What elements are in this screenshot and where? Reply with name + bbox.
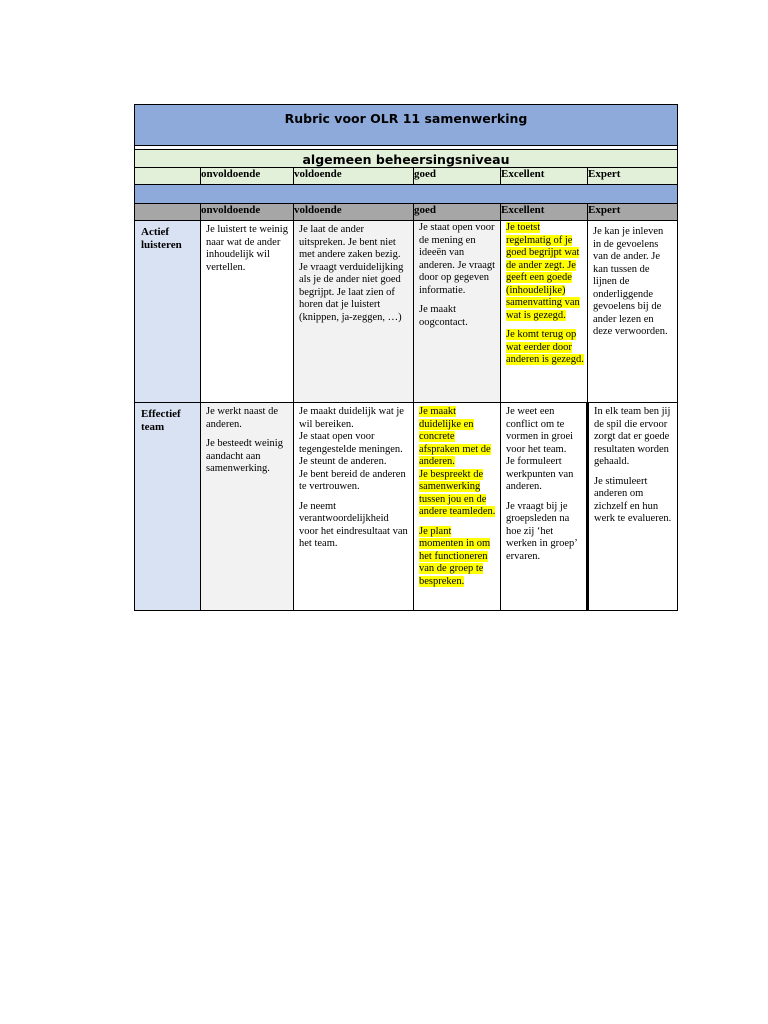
header-expert: Expert <box>588 168 678 185</box>
header-onvoldoende: onvoldoende <box>201 168 294 185</box>
cell-voldoende: Je maakt duidelijk wat je wil bereiken. Je staat open voor tegengestelde meningen. Je steunt de anderen. Je bent bereid de anderen te vertrouwen. Je neemt verantwoordelijkheid voor het eindresultaat van het team. <box>294 403 414 611</box>
rubric-row-actief-luisteren <box>135 221 678 403</box>
cell-excellent: Je toetst regelmatig of je goed begrijpt wat de ander zegt. Je geeft een goede (inhoudelijke) samenvatting van wat is gezegd. Je komt terug op wat eerder door anderen is gezegd. <box>501 221 588 403</box>
cell-goed: Je staat open voor de mening en ideeën van anderen. Je vraagt door op gegeven informatie. Je maakt oogcontact. <box>414 221 501 403</box>
cell-expert: In elk team ben jij de spil die ervoor zorgt dat er goede resultaten worden gehaald. Je stimuleert anderen om zichzelf en hun werk te evalueren. <box>588 403 678 611</box>
rubric-table <box>134 104 678 611</box>
level-title: algemeen beheersingsniveau <box>135 150 678 168</box>
header-grey-goed: goed <box>414 204 501 221</box>
cell-onvoldoende: Je werkt naast de anderen. Je besteedt weinig aandacht aan samenwerking. <box>201 403 294 611</box>
row-label: Effectief team <box>135 403 201 611</box>
rubric-row-effectief-team <box>135 403 678 611</box>
cell-voldoende: Je laat de ander uitspreken. Je bent niet met andere zaken bezig. Je vraagt verduidelijking als je de ander niet goed begrijpt. Je laat zien of horen dat je luistert (knippen, ja-zeggen, …) <box>294 221 414 403</box>
header-voldoende: voldoende <box>294 168 414 185</box>
header-grey-onvoldoende: onvoldoende <box>201 204 294 221</box>
cell-excellent: Je weet een conflict om te vormen in groei voor het team. Je formuleert werkpunten van anderen. Je vraagt bij je groepsleden na hoe zij ‘het werken in groep’ ervaren. <box>501 403 588 611</box>
header-grey-excellent: Excellent <box>501 204 588 221</box>
header-empty <box>135 168 201 185</box>
header-excellent: Excellent <box>501 168 588 185</box>
rubric-title-cell <box>135 105 678 146</box>
row-label: Actief luisteren <box>135 221 201 403</box>
rubric-title: Rubric voor OLR 11 samenwerking <box>284 110 528 126</box>
cell-expert: Je kan je inleven in de gevoelens van de ander. Je kan tussen de lijnen de onderliggende gevoelens bij de ander lezen en deze verwoorden. <box>588 221 678 403</box>
header-grey-empty <box>135 204 201 221</box>
header-goed: goed <box>414 168 501 185</box>
cell-goed: Je maakt duidelijke en concrete afspraken met de anderen. Je bespreekt de samenwerking tussen jou en de andere teamleden. Je plant momenten in om het functioneren van de groep te bespreken. <box>414 403 501 611</box>
header-grey-voldoende: voldoende <box>294 204 414 221</box>
level-header-row-grey <box>135 204 678 221</box>
level-header-row <box>135 168 678 185</box>
header-grey-expert: Expert <box>588 204 678 221</box>
blue-divider-bar <box>135 185 678 204</box>
cell-onvoldoende: Je luistert te weinig naar wat de ander inhoudelijk wil vertellen. <box>201 221 294 403</box>
